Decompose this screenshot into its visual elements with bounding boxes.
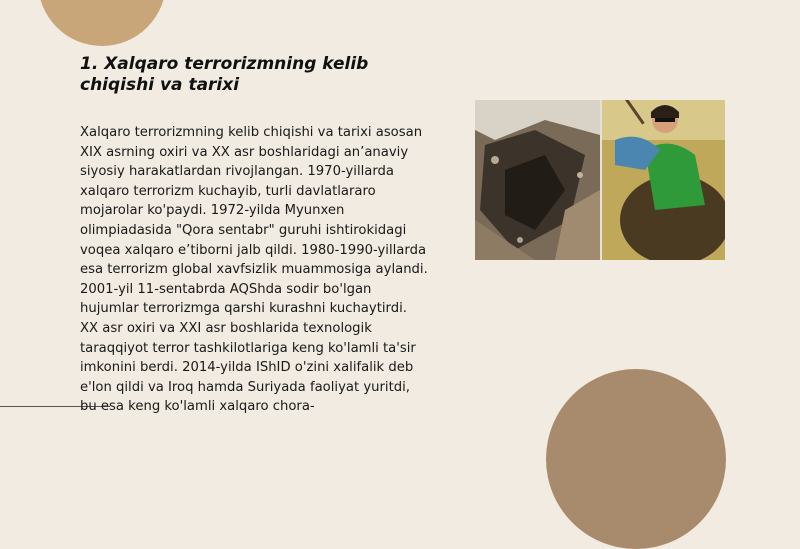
decorative-circle-top: [38, 0, 166, 46]
decorative-circle-bottom: [546, 369, 726, 549]
slide-title: 1. Xalqaro terrorizmning kelib chiqishi va tarixi: [80, 54, 369, 95]
slide-photo: [475, 100, 725, 260]
slide-body-text: Xalqaro terrorizmning kelib chiqishi va tarixi asosan XIX asrning oxiri va XX asr boshlaridagi an’anaviy siyosiy harakatlardan rivojlangan. 1970-yillarda xalqaro terrorizm kuchayib, turli davlatlararo mojarolar ko'paydi. 1972-yilda Myunxen olimpiadasida "Qora sentabr" guruhi ishtirokidagi voqea xalqaro e’tiborni jalb qildi. 1980-1990-yillarda esa terrorizm global xavfsizlik muammosiga aylandi. 2001-yil 11-sentabrda AQShda sodir bo'lgan hujumlar terrorizmga qarshi kurashni kuchaytirdi. XX asr oxiri va XXI asr boshlarida texnologik taraqqiyot terror tashkilotlariga keng ko'lamli ta'sir imkonini berdi. 2014-yilda IShID o'zini xalifalik deb e'lon qildi va Iroq hamda Suriyada faoliyat yuritdi, bu esa keng ko'lamli xalqaro chora-: [80, 125, 428, 415]
